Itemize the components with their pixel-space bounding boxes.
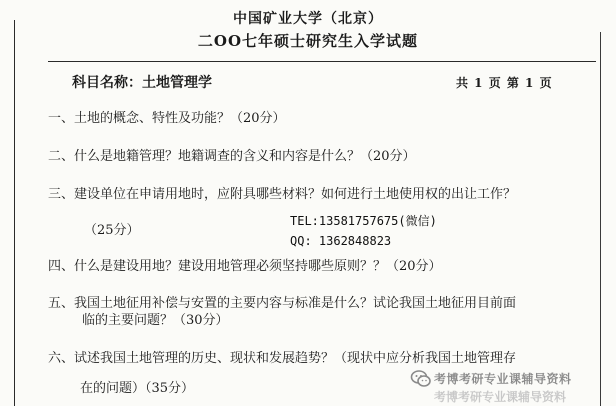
question-4: 四、什么是建设用地？建设用地管理必须坚持哪些原则？？（20分） <box>48 259 442 274</box>
exam-title: 二OO七年硕士研究生入学试题 <box>197 32 419 50</box>
contact-tel: TEL:13581757675(微信) <box>290 214 437 228</box>
question-5-continued: 临的主要问题？（30分） <box>82 313 229 328</box>
question-6: 六、试述我国土地管理的历史、现状和发展趋势？（现状中应分析我国土地管理存 <box>48 351 517 366</box>
scan-border-right <box>600 32 601 406</box>
watermark-text-echo: 考博考研专业课辅导资料 <box>434 390 567 404</box>
subject-name: 科目名称：土地管理学 <box>72 75 212 91</box>
question-3: 三、建设单位在申请用地时，应附具哪些材料？如何进行土地使用权的出让工作？ <box>48 187 517 202</box>
question-6-continued: 在的问题）（35分） <box>80 381 195 396</box>
question-2: 二、什么是地籍管理？地籍调查的含义和内容是什么？（20分） <box>48 149 416 164</box>
question-1: 一、土地的概念、特性及功能？（20分） <box>48 111 286 126</box>
wechat-logo-icon <box>410 368 432 390</box>
scan-border-left <box>14 20 15 406</box>
header-divider <box>48 61 596 62</box>
question-5: 五、我国土地征用补偿与安置的主要内容与标准是什么？试论我国土地征用目前面 <box>48 296 517 311</box>
question-3-score: （25分） <box>84 223 140 238</box>
watermark <box>410 368 610 406</box>
contact-qq: QQ: 1362848823 <box>290 234 392 248</box>
watermark-text: 考博考研专业课辅导资料 <box>434 372 572 386</box>
page-count: 共 1 页 第 1 页 <box>456 76 553 90</box>
university-name: 中国矿业大学（北京） <box>233 11 383 27</box>
